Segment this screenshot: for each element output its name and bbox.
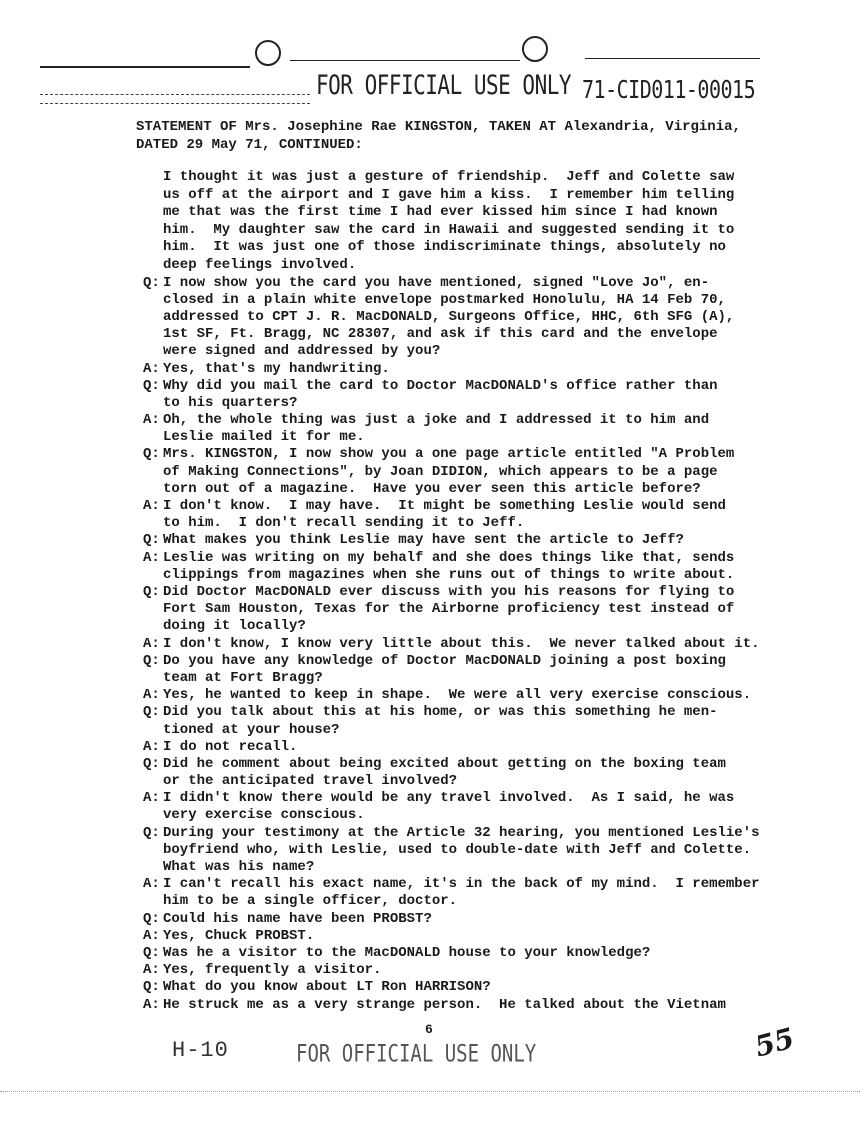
page-number: 6 bbox=[425, 1022, 433, 1037]
entry-text bbox=[163, 739, 297, 756]
question-entry bbox=[143, 979, 760, 996]
entry-line: Leslie was writing on my behalf and she does things like that, sends bbox=[163, 549, 735, 566]
entry-line: Why did you mail the card to Doctor MacDONALD's office rather than bbox=[163, 377, 718, 394]
exhibit-id: H-10 bbox=[172, 1038, 229, 1063]
punch-hole-icon bbox=[522, 36, 548, 62]
question-entry bbox=[143, 378, 760, 412]
answer-entry bbox=[143, 739, 760, 756]
statement-body bbox=[143, 169, 760, 1014]
entry-label: A: bbox=[143, 876, 160, 893]
entry-line: Yes, Chuck PROBST. bbox=[163, 927, 315, 944]
entry-line: addressed to CPT J. R. MacDONALD, Surgeons Office, HHC, 6th SFG (A), bbox=[163, 308, 735, 325]
entry-line: During your testimony at the Article 32 hearing, you mentioned Leslie's bbox=[163, 824, 760, 841]
entry-text bbox=[163, 412, 709, 446]
entry-line: Fort Sam Houston, Texas for the Airborne proficiency test instead of bbox=[163, 601, 735, 618]
entry-line: Yes, frequently a visitor. bbox=[163, 962, 382, 979]
entry-text bbox=[163, 584, 734, 636]
entry-line: I don't know. I may have. It might be something Leslie would send bbox=[163, 498, 726, 515]
handwritten-page-number: 55 bbox=[751, 1021, 798, 1064]
entry-line: Leslie mailed it for me. bbox=[163, 429, 365, 446]
header-rule bbox=[290, 60, 520, 61]
answer-entry bbox=[143, 928, 760, 945]
title-line: STATEMENT OF Mrs. Josephine Rae KINGSTON, TAKEN AT Alexandria, Virginia, bbox=[136, 119, 741, 135]
paragraph-line: him. It was just one of those indiscriminate things, absolutely no bbox=[163, 239, 726, 256]
entry-text bbox=[163, 979, 491, 996]
paragraph-line: me that was the first time I had ever kissed him since I had known bbox=[163, 204, 718, 221]
answer-entry bbox=[143, 687, 760, 704]
entry-label: A: bbox=[143, 738, 160, 755]
entry-line: very exercise conscious. bbox=[163, 807, 365, 824]
header-rule bbox=[585, 58, 760, 59]
entry-line: Did Doctor MacDONALD ever discuss with you his reasons for flying to bbox=[163, 583, 735, 600]
entry-line: He struck me as a very strange person. He talked about the Vietnam bbox=[163, 996, 726, 1013]
entry-label: Q: bbox=[143, 824, 160, 841]
entry-line: him to be a single officer, doctor. bbox=[163, 893, 458, 910]
entry-text bbox=[163, 876, 760, 910]
entry-line: doing it locally? bbox=[163, 618, 306, 635]
entry-text bbox=[163, 687, 751, 704]
question-entry bbox=[143, 704, 760, 738]
entry-line: were signed and addressed by you? bbox=[163, 343, 441, 360]
paragraph-line: us off at the airport and I gave him a kiss. I remember him telling bbox=[163, 186, 735, 203]
entry-line: Do you have any knowledge of Doctor MacDONALD joining a post boxing bbox=[163, 652, 726, 669]
entry-line: to him. I don't recall sending it to Jeff. bbox=[163, 515, 525, 532]
entry-text bbox=[163, 275, 734, 361]
paragraph-line: him. My daughter saw the card in Hawaii and suggested sending it to bbox=[163, 221, 735, 238]
entry-text bbox=[163, 928, 314, 945]
entry-label: Q: bbox=[143, 755, 160, 772]
entry-label: Q: bbox=[143, 274, 160, 291]
entry-text bbox=[163, 911, 432, 928]
entry-label: Q: bbox=[143, 910, 160, 927]
entry-line: Oh, the whole thing was just a joke and I addressed it to him and bbox=[163, 412, 710, 429]
entry-line: torn out of a magazine. Have you ever seen this article before? bbox=[163, 480, 701, 497]
answer-entry bbox=[143, 636, 760, 653]
punch-hole-icon bbox=[255, 40, 281, 66]
official-use-stamp-footer: FOR OFFICIAL USE ONLY bbox=[296, 1040, 537, 1068]
entry-label: Q: bbox=[143, 377, 160, 394]
entry-label: Q: bbox=[143, 532, 160, 549]
entry-label: A: bbox=[143, 927, 160, 944]
entry-label: Q: bbox=[143, 704, 160, 721]
qa-list bbox=[143, 275, 760, 1014]
entry-line: I now show you the card you have mentioned, signed "Love Jo", en- bbox=[163, 274, 710, 291]
entry-line: or the anticipated travel involved? bbox=[163, 773, 458, 790]
paragraph-line: deep feelings involved. bbox=[163, 256, 357, 273]
answer-entry bbox=[143, 790, 760, 824]
entry-line: Could his name have been PROBST? bbox=[163, 910, 432, 927]
entry-text bbox=[163, 361, 390, 378]
entry-label: A: bbox=[143, 790, 160, 807]
entry-text bbox=[163, 756, 726, 790]
question-entry bbox=[143, 945, 760, 962]
answer-entry bbox=[143, 876, 760, 910]
entry-text bbox=[163, 825, 760, 877]
entry-line: Did he comment about being excited about getting on the boxing team bbox=[163, 755, 726, 772]
entry-line: I don't know, I know very little about this. We never talked about it. bbox=[163, 635, 760, 652]
entry-line: clippings from magazines when she runs out of things to write about. bbox=[163, 566, 735, 583]
question-entry bbox=[143, 584, 760, 636]
entry-line: Yes, that's my handwriting. bbox=[163, 360, 390, 377]
opening-paragraph bbox=[143, 169, 760, 275]
question-entry bbox=[143, 275, 760, 361]
entry-label: Q: bbox=[143, 446, 160, 463]
entry-text bbox=[163, 498, 726, 532]
statement-title bbox=[136, 118, 741, 154]
entry-line: What makes you think Leslie may have sent the article to Jeff? bbox=[163, 532, 684, 549]
answer-entry bbox=[143, 412, 760, 446]
paragraph-line: I thought it was just a gesture of friendship. Jeff and Colette saw bbox=[163, 169, 735, 185]
entry-label: A: bbox=[143, 687, 160, 704]
entry-text bbox=[163, 704, 718, 738]
question-entry bbox=[143, 825, 760, 877]
bottom-rule bbox=[0, 1091, 860, 1092]
entry-line: of Making Connections", by Joan DIDION, which appears to be a page bbox=[163, 463, 718, 480]
entry-label: A: bbox=[143, 498, 160, 515]
entry-line: Mrs. KINGSTON, I now show you a one page article entitled "A Problem bbox=[163, 446, 735, 463]
entry-label: A: bbox=[143, 962, 160, 979]
case-number: 71-CID011-00015 bbox=[582, 74, 756, 104]
answer-entry bbox=[143, 361, 760, 378]
entry-label: A: bbox=[143, 360, 160, 377]
entry-text bbox=[163, 636, 760, 653]
entry-line: I do not recall. bbox=[163, 738, 298, 755]
answer-entry bbox=[143, 498, 760, 532]
question-entry bbox=[143, 756, 760, 790]
entry-line: Was he a visitor to the MacDONALD house to your knowledge? bbox=[163, 944, 651, 961]
entry-label: A: bbox=[143, 996, 160, 1013]
entry-label: A: bbox=[143, 549, 160, 566]
entry-label: Q: bbox=[143, 583, 160, 600]
entry-line: Yes, he wanted to keep in shape. We were all very exercise conscious. bbox=[163, 687, 752, 704]
question-entry bbox=[143, 653, 760, 687]
answer-entry bbox=[143, 962, 760, 979]
entry-text bbox=[163, 653, 726, 687]
question-entry bbox=[143, 911, 760, 928]
header-rule bbox=[40, 66, 250, 68]
entry-text bbox=[163, 790, 734, 824]
answer-entry bbox=[143, 550, 760, 584]
entry-line: I can't recall his exact name, it's in the back of my mind. I remember bbox=[163, 876, 760, 893]
entry-text bbox=[163, 962, 381, 979]
entry-text bbox=[163, 446, 734, 498]
entry-text bbox=[163, 997, 726, 1014]
entry-label: A: bbox=[143, 412, 160, 429]
entry-line: 1st SF, Ft. Bragg, NC 28307, and ask if this card and the envelope bbox=[163, 326, 718, 343]
official-use-stamp: FOR OFFICIAL USE ONLY bbox=[316, 70, 572, 100]
entry-line: What was his name? bbox=[163, 859, 315, 876]
entry-line: closed in a plain white envelope postmarked Honolulu, HA 14 Feb 70, bbox=[163, 291, 726, 308]
entry-line: tioned at your house? bbox=[163, 721, 340, 738]
header-rule bbox=[40, 94, 310, 96]
entry-line: What do you know about LT Ron HARRISON? bbox=[163, 979, 491, 996]
entry-line: to his quarters? bbox=[163, 394, 298, 411]
entry-text bbox=[163, 532, 684, 549]
entry-line: team at Fort Bragg? bbox=[163, 669, 323, 686]
entry-line: I didn't know there would be any travel involved. As I said, he was bbox=[163, 790, 735, 807]
entry-label: Q: bbox=[143, 944, 160, 961]
entry-text bbox=[163, 945, 650, 962]
entry-label: A: bbox=[143, 635, 160, 652]
header-rule bbox=[40, 103, 310, 105]
entry-line: boyfriend who, with Leslie, used to double-date with Jeff and Colette. bbox=[163, 841, 752, 858]
entry-text bbox=[163, 378, 718, 412]
entry-label: Q: bbox=[143, 652, 160, 669]
question-entry bbox=[143, 532, 760, 549]
answer-entry bbox=[143, 997, 760, 1014]
entry-text bbox=[163, 550, 734, 584]
entry-line: Did you talk about this at his home, or was this something he men- bbox=[163, 704, 718, 721]
entry-label: Q: bbox=[143, 979, 160, 996]
question-entry bbox=[143, 446, 760, 498]
title-line: DATED 29 May 71, CONTINUED: bbox=[136, 137, 363, 153]
